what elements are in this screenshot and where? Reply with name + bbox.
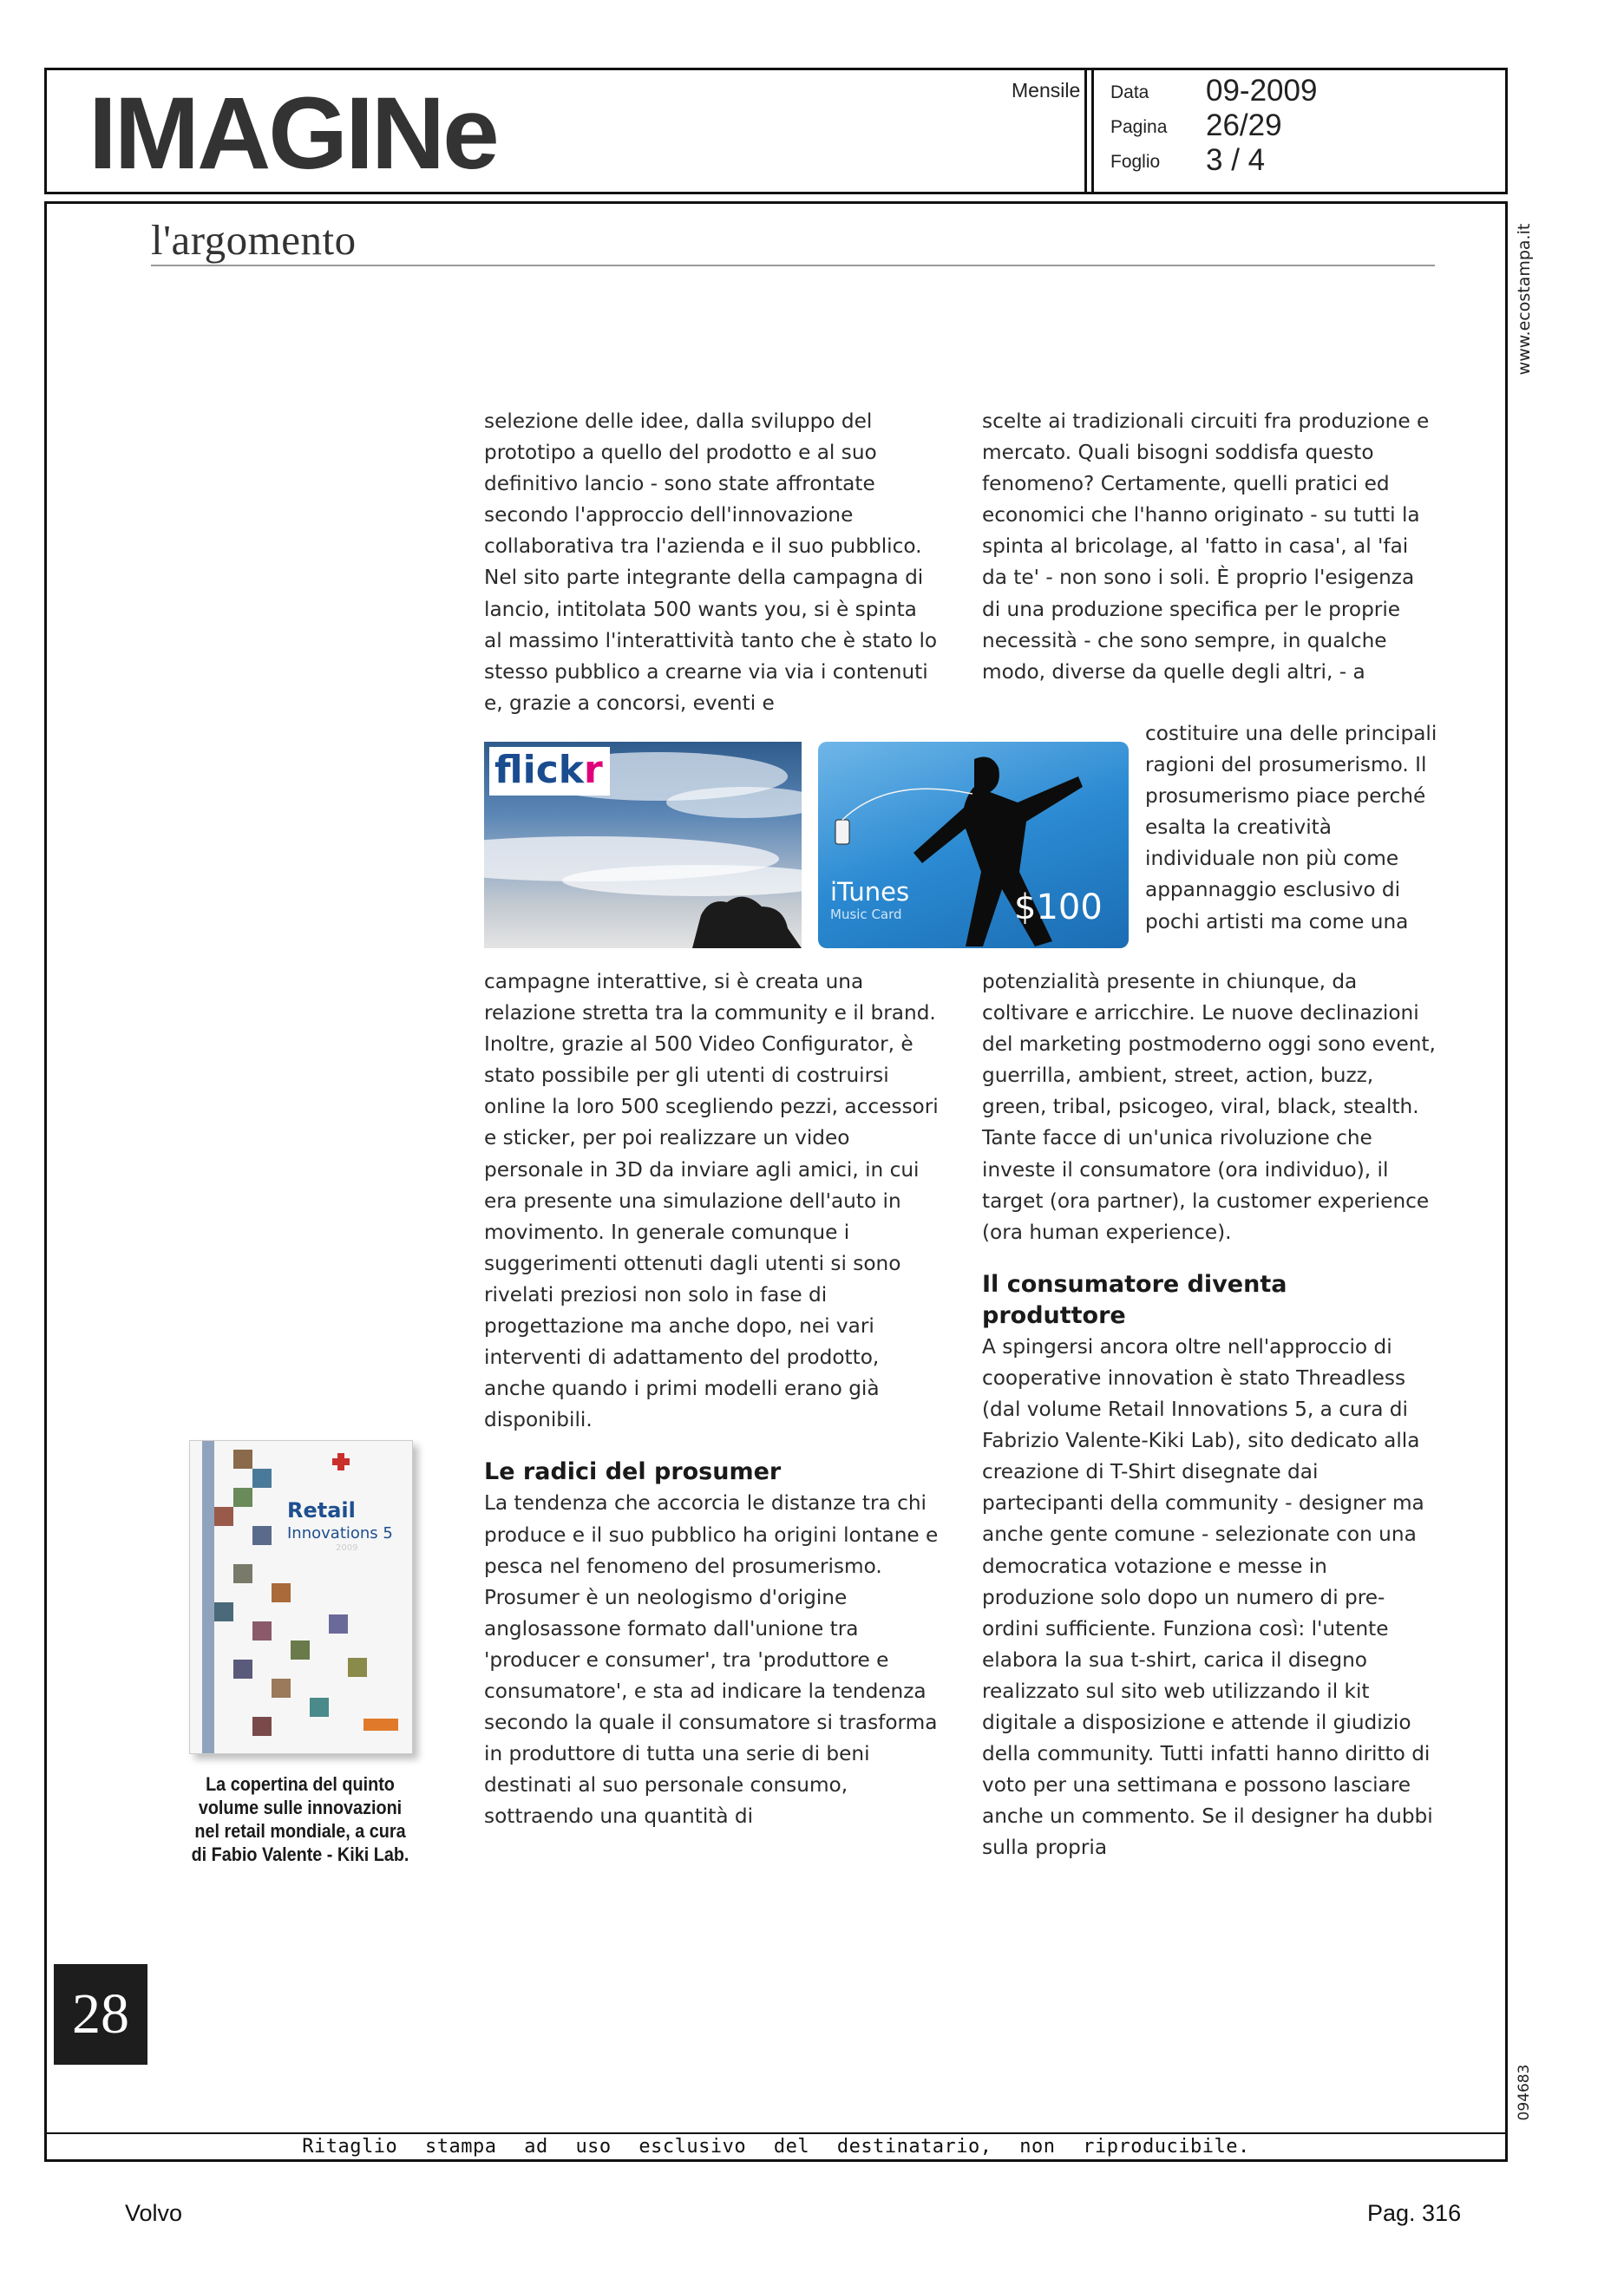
section-title: l'argomento — [151, 216, 357, 264]
book-subtitle: Innovations 5 — [287, 1524, 393, 1542]
paragraph: costituire una delle principali ragioni del prosumerismo. Il prosumerismo piace perché esalta la creatività individuale non più come appannaggio esclusivo di pochi artisti ma come una — [1145, 722, 1437, 933]
header-divider — [1091, 70, 1094, 192]
frequency-label: Mensile — [1012, 79, 1081, 102]
itunes-card — [818, 742, 1129, 948]
flickr-photo — [484, 742, 802, 948]
header-divider — [1084, 70, 1087, 192]
subheading: Il consumatore diventa produttore — [982, 1270, 1287, 1329]
clipping-header — [44, 68, 1508, 194]
paragraph: selezione delle idee, dalla sviluppo del prototipo a quello del prodotto e al suo definitivo lancio - sono state affrontate secondo l'approccio dell'innovazione collaborativa tra l'azienda e il suo pubblico. Nel sito parte integrante della campagna di lancio, intitolata 500 wants you, si è spinta al massimo l'interattività tanto che è stato lo stesso pubblico a crearne via via i contenuti e, grazie a concorsi, eventi e — [484, 409, 938, 715]
paragraph: scelte ai tradizionali circuiti fra produzione e mercato. Quali bisogni soddisfa questo fenomeno? Certamente, quelli pratici ed economici che l'hanno originato - su tutti la spinta al bricolage, al 'fatto in casa', al 'fai da te' - non sono i soli. È proprio l'esigenza di una produzione specifica per le proprie necessità - che sono sempre, in qualche modo, diverse da quelle degli altri, - a — [982, 409, 1430, 684]
disclaimer: Ritaglio stampa ad uso esclusivo del destinatario, non riproducibile. — [302, 2136, 1250, 2158]
data-value: 09-2009 — [1206, 74, 1318, 108]
book-caption: La copertina del quinto volume sulle innovazioni nel retail mondiale, a cura di Fabio Valente - Kiki Lab. — [191, 1773, 409, 1865]
book-year: 2009 — [336, 1543, 358, 1553]
spacer — [982, 1248, 1437, 1269]
itunes-price: $100 — [1014, 887, 1103, 927]
subheading: Le radici del prosumer — [484, 1458, 782, 1486]
page-number: 28 — [54, 1964, 147, 2065]
column-middle-bottom — [484, 966, 939, 1832]
column-right-wrap — [1145, 718, 1440, 938]
footer-client: Volvo — [125, 2200, 183, 2226]
book-title: Retail — [287, 1498, 356, 1523]
itunes-title: iTunes — [830, 877, 910, 907]
paragraph: potenzialità presente in chiunque, da coltivare e arricchire. Le nuove declinazioni del marketing postmoderno oggi sono event, guerrilla, ambient, street, action, buzz, green, tribal, psicogeo, viral, black, stealth. Tante facce di un'unica rivoluzione che investe il consumatore (ora individuo), il target (ora partner), la customer experience (ora human experience). — [982, 970, 1436, 1244]
magazine-logo: IMAGINe — [88, 76, 497, 191]
paragraph: campagne interattive, si è creata una relazione stretta tra la community e il brand. Inoltre, grazie al 500 Video Configurator, è stato possibile per gli utenti di costruirsi online la loro 500 scegliendo pezzi, accessori e sticker, per poi realizzare un video personale in 3D da inviare agli amici, in cui era presente una simulazione dell'auto in movimento. In generale comunque i suggerimenti ottenuti dagli utenti si sono rivelati preziosi non solo in fase di progettazione ma anche dopo, nei vari interventi di adattamento del prodotto, anche quando i primi modelli erano già disponibili. — [484, 970, 939, 1432]
column-middle-top — [484, 406, 939, 719]
spacer — [484, 1436, 939, 1457]
footer-page: Pag. 316 — [1367, 2200, 1462, 2226]
flickr-logo: flickr — [489, 747, 610, 796]
paragraph: La tendenza che accorcia le distanze tra chi produce e il suo pubblico ha origini lontane e pesca nel fenomeno del prosumerismo. Prosumer è un neologismo d'origine anglosassone formato dall'unione tra 'producer e consumer', tra 'produttore e consumatore', e sta ad indicare la tendenza secondo la quale il consumatore si trasforma in produttore di tutta una serie di beni destinati al suo personale consumo, sottraendo una quantità di — [484, 1491, 939, 1829]
side-code: 094683 — [1516, 2064, 1533, 2121]
pagina-label: Pagina — [1110, 117, 1168, 137]
book-cover — [189, 1440, 413, 1754]
pagina-value: 26/29 — [1206, 108, 1282, 142]
foglio-label: Foglio — [1110, 152, 1161, 172]
foglio-value: 3 / 4 — [1206, 143, 1266, 177]
side-url: www.ecostampa.it — [1515, 223, 1534, 376]
disclaimer-rule — [44, 2132, 1508, 2134]
column-right-bottom — [982, 966, 1437, 1863]
itunes-subtitle: Music Card — [830, 907, 902, 922]
paragraph: A spingersi ancora oltre nell'approccio di cooperative innovation è stato Threadless (dal volume Retail Innovations 5, a cura di Fabrizio Valente-Kiki Lab), sito dedicato alla creazione di T-Shirt disegnate dai partecipanti della community - designer ma anche gente comune - selezionate con una democratica votazione e messe in produzione solo dopo un numero di pre-ordini sufficiente. Funziona così: l'utente elabora la sua t-shirt, carica il disegno realizzato sul sito web utilizzando il kit digitale a disposizione e attende il giudizio della community. Tutti infatti hanno diritto di voto per una settimana e possono lasciare anche un commento. Se il designer ha dubbi sulla propria — [982, 1334, 1433, 1860]
column-right-top — [982, 406, 1437, 688]
data-label: Data — [1110, 82, 1149, 102]
book-mosaic-graphic — [190, 1441, 412, 1753]
section-rule — [151, 265, 1435, 266]
